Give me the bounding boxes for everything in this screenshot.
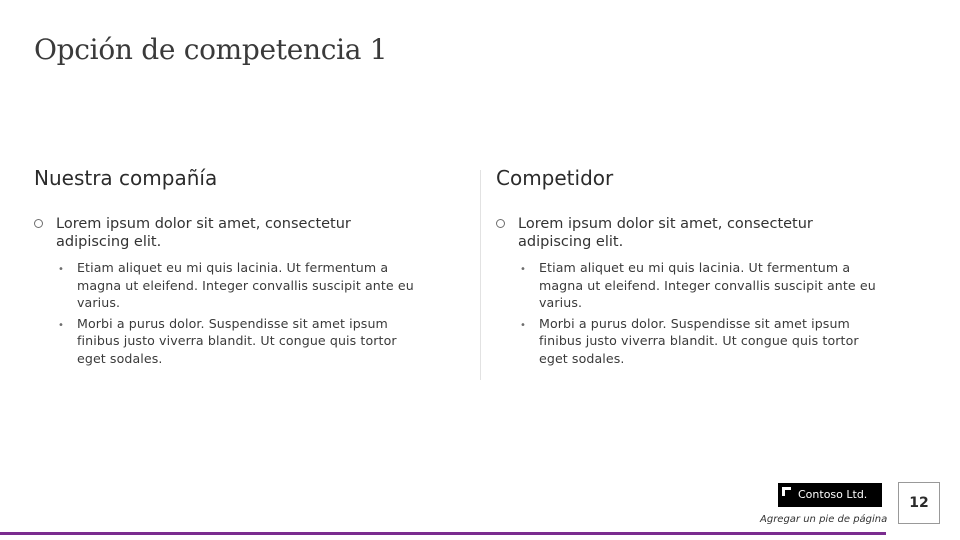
sub-bullet-text: Morbi a purus dolor. Suspendisse sit amet ipsum finibus justo viverra blandit. Ut congue quis tortor eget sodales. [539, 315, 859, 366]
dot-bullet-icon: • [58, 319, 64, 331]
bullet-level2[interactable] [518, 315, 876, 368]
page-number[interactable]: 12 [898, 482, 940, 524]
bullet-text: Lorem ipsum dolor sit amet, consectetur adipiscing elit. [56, 216, 351, 250]
bullet-level1[interactable] [496, 215, 876, 251]
accent-bar [0, 532, 886, 535]
dot-bullet-icon: • [58, 264, 64, 275]
company-logo[interactable] [778, 483, 882, 507]
circle-bullet-icon [496, 219, 505, 228]
dot-bullet-icon: • [520, 264, 526, 275]
circle-bullet-icon [34, 219, 43, 228]
sub-bullet-list [496, 259, 876, 367]
bullet-level2[interactable] [518, 259, 876, 312]
sub-bullet-text: Morbi a purus dolor. Suspendisse sit amet ipsum finibus justo viverra blandit. Ut congue quis tortor eget sodales. [77, 315, 397, 366]
bullet-level2[interactable] [56, 315, 414, 368]
logo-text: Contoso Ltd. [798, 488, 868, 501]
dot-bullet-icon: • [520, 319, 526, 331]
column-divider [480, 170, 481, 380]
bullet-level1[interactable] [34, 215, 414, 251]
bullet-level2[interactable] [56, 259, 414, 312]
slide-title[interactable]: Opción de competencia 1 [34, 33, 388, 66]
column-heading[interactable]: Competidor [496, 166, 614, 190]
column-our-company [34, 165, 414, 370]
logo-corner-icon [782, 487, 791, 496]
footer-text[interactable]: Agregar un pie de página [760, 514, 888, 525]
sub-bullet-text: Etiam aliquet eu mi quis lacinia. Ut fermentum a magna ut eleifend. Integer convallis suscipit ante eu varius. [539, 260, 876, 310]
bullet-text: Lorem ipsum dolor sit amet, consectetur adipiscing elit. [518, 216, 813, 250]
sub-bullet-text: Etiam aliquet eu mi quis lacinia. Ut fermentum a magna ut eleifend. Integer convallis suscipit ante eu varius. [77, 260, 414, 310]
column-heading[interactable]: Nuestra compañía [34, 166, 218, 190]
column-competitor [496, 165, 876, 370]
sub-bullet-list [34, 259, 414, 367]
